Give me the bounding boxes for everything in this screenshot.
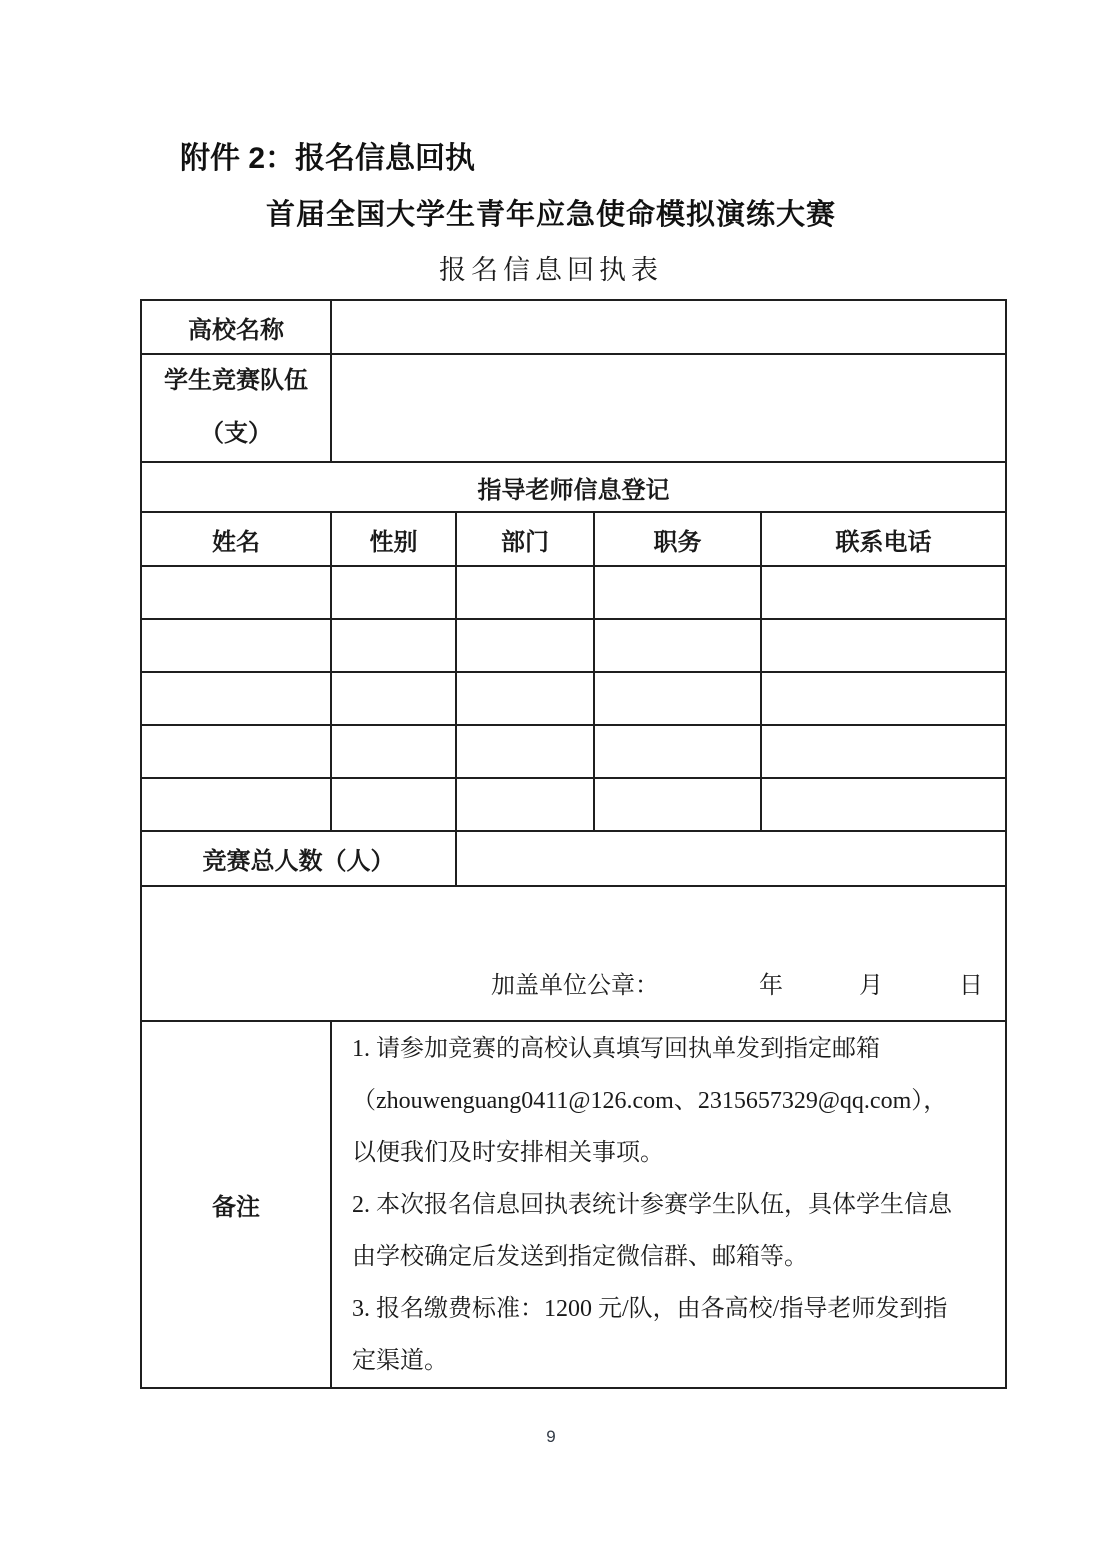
empty-cell: [331, 566, 456, 619]
empty-cell: [456, 672, 594, 725]
team-count-input-cell: [331, 354, 1006, 462]
teacher-entry-row-2: [141, 619, 1006, 672]
column-header-department: 部门: [456, 512, 594, 566]
remark-line-2: （zhouwenguang0411@126.com、2315657329@qq.com），: [352, 1087, 948, 1114]
empty-cell: [456, 619, 594, 672]
empty-cell: [594, 672, 761, 725]
teacher-section-row: [141, 462, 1006, 512]
empty-cell: [141, 566, 331, 619]
stamp-label: 加盖单位公章：: [491, 973, 659, 999]
empty-cell: [594, 619, 761, 672]
empty-cell: [456, 566, 594, 619]
remarks-row: [141, 1021, 1006, 1388]
team-count-label: [141, 354, 331, 462]
empty-cell: [331, 778, 456, 831]
page-number: 9: [546, 1427, 556, 1446]
remark-line-3: 以便我们及时安排相关事项。: [352, 1139, 664, 1166]
teacher-entry-row-3: [141, 672, 1006, 725]
empty-cell: [331, 725, 456, 778]
stamp-day-label: 日: [959, 973, 983, 999]
team-count-label-line2: （支）: [200, 421, 272, 447]
stamp-year-label: 年: [759, 973, 783, 999]
team-count-row: [141, 354, 1006, 462]
remark-line-4: 2. 本次报名信息回执表统计参赛学生队伍，具体学生信息: [352, 1191, 952, 1218]
remarks-content: [331, 1021, 1006, 1388]
remark-line-7: 定渠道。: [352, 1347, 448, 1374]
empty-cell: [456, 725, 594, 778]
teacher-entry-row-5: [141, 778, 1006, 831]
registration-reply-table: [140, 299, 1007, 1389]
empty-cell: [331, 619, 456, 672]
event-title: 首届全国大学生青年应急使命模拟演练大赛: [265, 199, 836, 231]
empty-cell: [331, 672, 456, 725]
column-header-gender: 性别: [331, 512, 456, 566]
total-participants-input-cell: [456, 831, 1006, 886]
total-participants-row: [141, 831, 1006, 886]
remarks-label: 备注: [141, 1021, 331, 1388]
empty-cell: [761, 619, 1006, 672]
empty-cell: [761, 725, 1006, 778]
empty-cell: [141, 725, 331, 778]
empty-cell: [594, 778, 761, 831]
attachment-heading: 附件 2：报名信息回执: [180, 142, 476, 175]
empty-cell: [141, 778, 331, 831]
school-name-label: 高校名称: [141, 300, 331, 354]
school-name-row: [141, 300, 1006, 354]
teacher-section-title: 指导老师信息登记: [141, 462, 1006, 512]
stamp-cell: [141, 886, 1006, 1021]
empty-cell: [761, 672, 1006, 725]
empty-cell: [761, 566, 1006, 619]
teacher-entry-row-4: [141, 725, 1006, 778]
form-title: 报名信息回执表: [439, 255, 663, 285]
total-participants-label: 竞赛总人数（人）: [141, 831, 456, 886]
remark-line-5: 由学校确定后发送到指定微信群、邮箱等。: [352, 1243, 808, 1270]
empty-cell: [141, 672, 331, 725]
empty-cell: [594, 725, 761, 778]
empty-cell: [761, 778, 1006, 831]
stamp-row: [141, 886, 1006, 1021]
remark-line-1: 1. 请参加竞赛的高校认真填写回执单发到指定邮箱: [352, 1035, 880, 1062]
teacher-columns-row: [141, 512, 1006, 566]
empty-cell: [594, 566, 761, 619]
teacher-entry-row-1: [141, 566, 1006, 619]
school-name-input-cell: [331, 300, 1006, 354]
team-count-label-line1: 学生竞赛队伍: [164, 368, 308, 394]
column-header-phone: 联系电话: [761, 512, 1006, 566]
empty-cell: [141, 619, 331, 672]
remark-line-6: 3. 报名缴费标准：1200 元/队，由各高校/指导老师发到指: [352, 1295, 948, 1322]
empty-cell: [456, 778, 594, 831]
column-header-name: 姓名: [141, 512, 331, 566]
column-header-position: 职务: [594, 512, 761, 566]
stamp-month-label: 月: [859, 973, 883, 999]
